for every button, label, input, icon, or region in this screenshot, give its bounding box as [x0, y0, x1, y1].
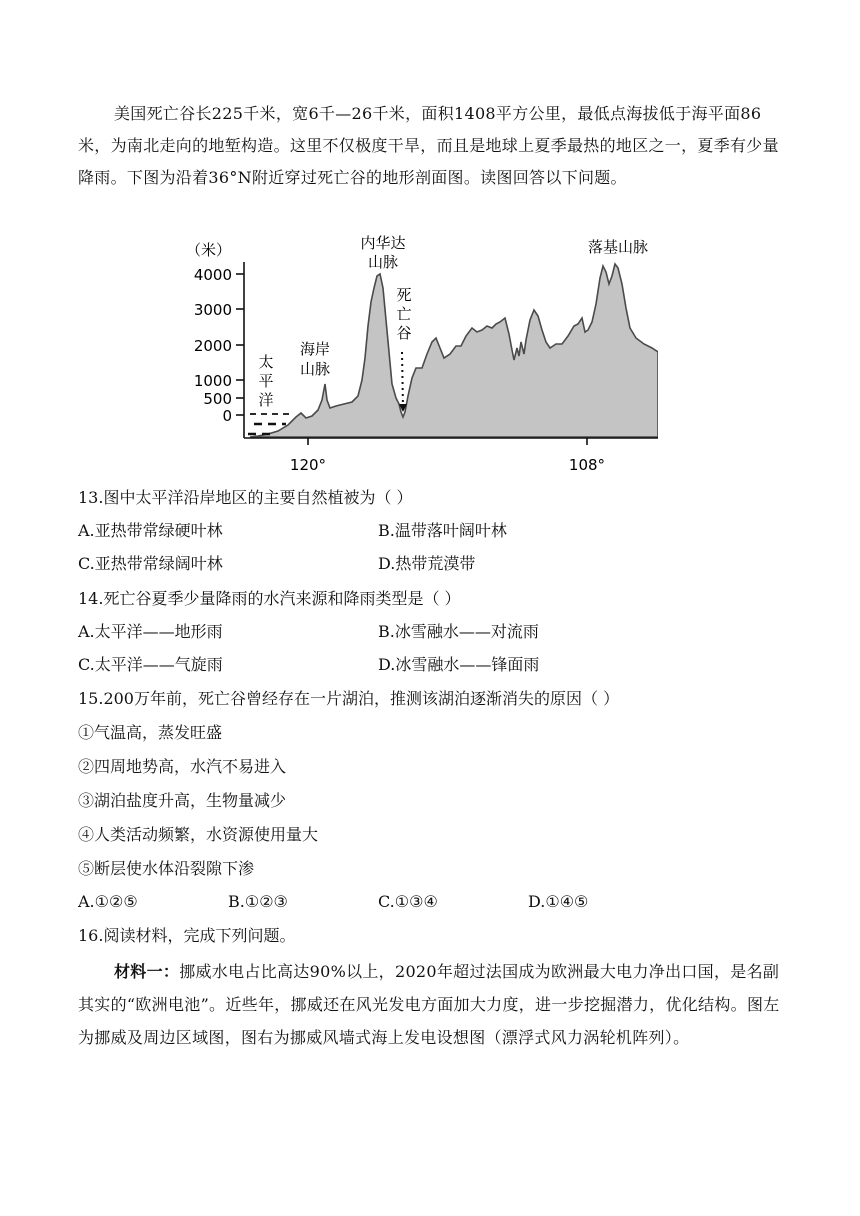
- y-tick-label: 3000: [193, 301, 232, 319]
- q15-option-d[interactable]: D.①④⑤: [528, 892, 589, 911]
- material-one-paragraph: [78, 955, 786, 1054]
- y-tick-label: 2000: [193, 337, 232, 355]
- label-death-valley: 死亡谷: [396, 286, 412, 342]
- q14-option-b[interactable]: B.冰雪融水——对流雨: [378, 622, 539, 641]
- question-15-stem: 15.200万年前，死亡谷曾经存在一片湖泊，推测该湖泊逐渐消失的原因（ ）: [78, 689, 620, 708]
- q13-option-d[interactable]: D.热带荒漠带: [378, 554, 476, 573]
- label-rocky: 落基山脉: [587, 238, 649, 256]
- x-tick-label: 120°: [289, 456, 327, 474]
- label-nevada: 内华达山脉: [360, 234, 406, 271]
- q13-option-c[interactable]: C.亚热带常绿阔叶林: [78, 554, 223, 573]
- q13-option-a[interactable]: A.亚热带常绿硬叶林: [78, 521, 223, 540]
- material-one-text: 挪威水电占比高达90%以上，2020年超过法国成为欧洲最大电力净出口国，是名副其实的“欧洲电池”。近些年，挪威还在风光发电方面加大力度，进一步挖掘潜力，优化结构。图左为挪威及周边区域图，图右为挪威风墙式海上发电设想图（漂浮式风力涡轮机阵列）。: [78, 962, 780, 1047]
- q15-option-a[interactable]: A.①②⑤: [78, 892, 138, 911]
- material-one-label: 材料一：: [114, 962, 180, 981]
- label-coast-range: 海岸山脉: [299, 340, 331, 378]
- x-tick-label: 108°: [568, 456, 606, 474]
- question-14-stem: 14.死亡谷夏季少量降雨的水汽来源和降雨类型是（ ）: [78, 589, 461, 608]
- q15-statement-2: ②四周地势高，水汽不易进入: [78, 757, 287, 776]
- y-tick-label: 500: [203, 390, 232, 408]
- q14-option-c[interactable]: C.太平洋——气旋雨: [78, 655, 223, 674]
- death-valley-pointer: [402, 352, 403, 408]
- y-tick-label: 0: [222, 407, 232, 425]
- q15-statement-3: ③湖泊盐度升高，生物量减少: [78, 791, 287, 810]
- intro-paragraph: 美国死亡谷长225千米，宽6千—26千米，面积1408平方公里，最低点海拔低于海平面86米，为南北走向的地堑构造。这里不仅极度干旱，而且是地球上夏季最热的地区之一，夏季有少量降雨。下图为沿着36°N附近穿过死亡谷的地形剖面图。读图回答以下问题。: [78, 104, 779, 187]
- q14-option-a[interactable]: A.太平洋——地形雨: [78, 622, 223, 641]
- q14-option-d[interactable]: D.冰雪融水——锋面雨: [378, 655, 540, 674]
- terrain-profile-figure: [178, 232, 658, 482]
- y-tick-label: 1000: [193, 372, 232, 390]
- label-pacific: 太平洋: [258, 353, 274, 409]
- q15-statement-4: ④人类活动频繁，水资源使用量大: [78, 825, 319, 844]
- q15-option-c[interactable]: C.①③④: [378, 892, 438, 911]
- question-13-stem: 13.图中太平洋沿岸地区的主要自然植被为（ ）: [78, 488, 413, 507]
- question-16-stem: 16.阅读材料，完成下列问题。: [78, 926, 296, 945]
- q15-option-b[interactable]: B.①②③: [228, 892, 288, 911]
- y-axis-unit: （米）: [186, 241, 232, 259]
- q15-statement-1: ①气温高，蒸发旺盛: [78, 723, 223, 742]
- y-tick-label: 4000: [193, 266, 232, 284]
- q13-option-b[interactable]: B.温带落叶阔叶林: [378, 521, 507, 540]
- q15-statement-5: ⑤断层使水体沿裂隙下渗: [78, 859, 255, 878]
